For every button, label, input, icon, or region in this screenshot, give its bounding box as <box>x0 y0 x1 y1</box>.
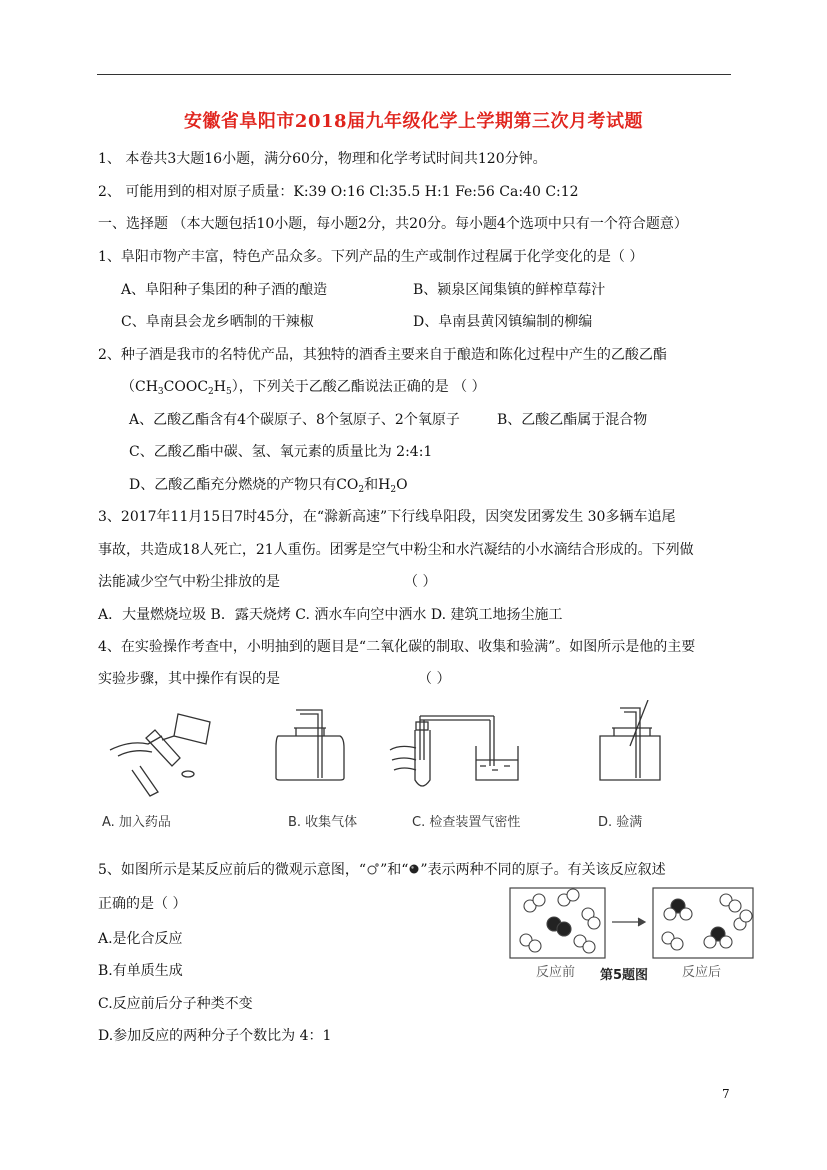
after-label: 反应后 <box>682 965 722 980</box>
filled-atom-icon <box>408 863 420 875</box>
q5-line-1: 5、如图所示是某反应前后的微观示意图，“ ”和“ ”表示两种不同的原子。有关该反应叙述 <box>98 862 666 878</box>
q1-option-d: D、阜南县黄冈镇编制的柳编 <box>413 314 593 330</box>
section-heading: 一、选择题 （本大题包括10小题，每小题2分，共20分。每小题4个选项中只有一个符合题意） <box>98 216 688 232</box>
checking-full-illustration <box>600 700 660 780</box>
q2-option-b: B、乙酸乙酯属于混合物 <box>497 412 648 428</box>
page-number: 7 <box>722 1087 730 1101</box>
q4-line-2: 实验步骤，其中操作有误的是 <box>98 671 280 687</box>
header-rule <box>97 74 731 75</box>
label-a: A. 加入药品 <box>102 815 171 830</box>
q3-answer-paren: （ ） <box>404 574 437 590</box>
q3-options: A．大量燃烧垃圾 B．露天烧烤 C. 洒水车向空中洒水 D. 建筑工地扬尘施工 <box>98 607 563 623</box>
q3-line-1: 3、2017年11月15日7时45分，在“滁新高速”下行线阜阳段，因突发团雾发生 30多辆车追尾 <box>98 509 676 525</box>
label-b: B. 收集气体 <box>288 815 358 830</box>
q2-stem: 2、种子酒是我市的名特优产品，其独特的酒香主要来自于酿造和陈化过程中产生的乙酸乙酯 <box>98 347 667 363</box>
q3-line-2: 事故，共造成18人死亡，21人重伤。团雾是空气中粉尘和水汽凝结的小水滴结合形成的。下列做 <box>98 542 694 558</box>
q1-option-a: A、阜阳种子集团的种子酒的酿造 <box>121 282 328 298</box>
q5-option-a: A.是化合反应 <box>98 931 183 947</box>
gas-collection-illustration <box>276 710 344 780</box>
adding-reagent-illustration <box>110 714 210 796</box>
q4-answer-paren: （ ） <box>418 671 451 687</box>
q2-option-a: A、乙酸乙酯含有4个碳原子、8个氢原子、2个氧原子 <box>129 412 460 428</box>
page-title: 安徽省阜阳市2018届九年级化学上学期第三次月考试题 <box>183 111 644 132</box>
q5-line-2: 正确的是（ ） <box>98 896 187 912</box>
q2-formula-line: $(CH_3COOC_2H_5)$，下列关于乙酸乙酯说法正确的是 （ ） <box>121 379 486 397</box>
q1-option-b: B、颍泉区闻集镇的鲜榨草莓汁 <box>413 282 606 298</box>
q2-option-d: D、乙酸乙酯充分燃烧的产物只有$CO_2$和$H_2O$ <box>129 477 408 495</box>
figure-caption: 第5题图 <box>600 968 649 982</box>
q4-apparatus-figure <box>100 700 720 840</box>
q3-line-3: 法能减少空气中粉尘排放的是 <box>98 574 280 590</box>
q5-option-d: D.参加反应的两种分子个数比为 4：1 <box>98 1028 332 1044</box>
q5-option-c: C.反应前后分子种类不变 <box>98 996 253 1012</box>
label-d: D. 验满 <box>598 815 643 830</box>
q4-line-1: 4、在实验操作考查中，小明抽到的题目是“二氧化碳的制取、收集和验满”。如图所示是他的主要 <box>98 639 696 655</box>
note-2: 2、 可能用到的相对原子质量：K:39 O:16 Cl:35.5 H:1 Fe:56 Ca:40 C:12 <box>98 184 579 200</box>
airtightness-check-illustration <box>390 716 518 786</box>
q2-option-c: C、乙酸乙酯中碳、氢、氧元素的质量比为 2:4:1 <box>129 444 433 460</box>
open-atom-icon <box>366 863 380 875</box>
q5-option-b: B.有单质生成 <box>98 963 183 979</box>
note-1: 1、 本卷共3大题16小题，满分60分，物理和化学考试时间共120分钟。 <box>98 151 547 167</box>
q1-option-c: C、阜南县会龙乡晒制的干辣椒 <box>121 314 314 330</box>
q1-stem: 1、阜阳市物产丰富，特色产品众多。下列产品的生产或制作过程属于化学变化的是（ ） <box>98 249 644 265</box>
before-label: 反应前 <box>536 965 576 980</box>
label-c: C. 检查装置气密性 <box>412 815 521 830</box>
q5-reaction-figure <box>508 886 758 982</box>
